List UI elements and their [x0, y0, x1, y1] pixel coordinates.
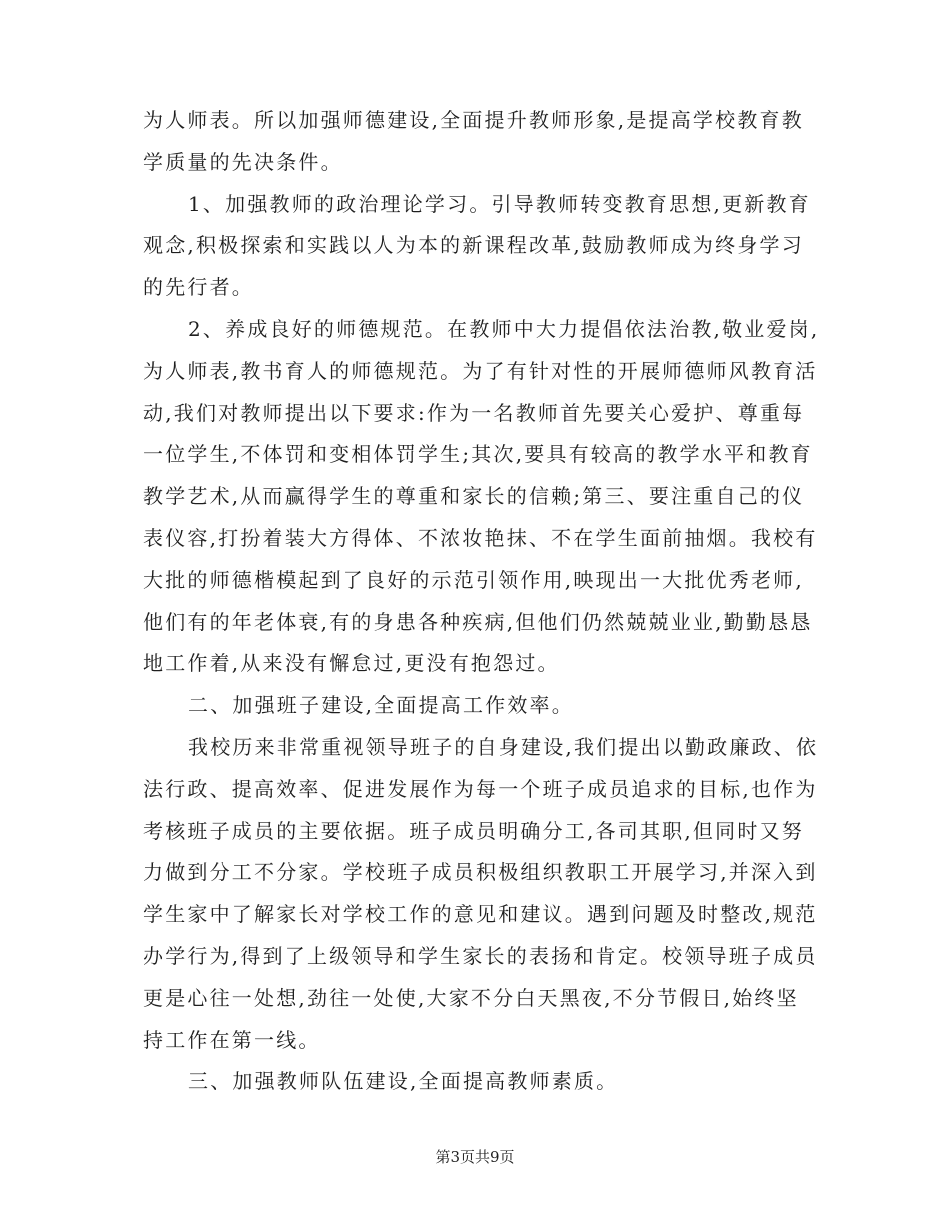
- text-line: 学质量的先决条件。: [143, 149, 343, 174]
- text-line: 持工作在第一线。: [143, 1027, 321, 1052]
- body-text: [143, 100, 820, 1103]
- text-line: 的先行者。: [143, 275, 254, 300]
- text-line: 表仪容,打扮着装大方得体、不浓妆艳抹、不在学生面前抽烟。我校有: [143, 525, 818, 550]
- text-line: 为人师表,教书育人的师德规范。为了有针对性的开展师德师风教育活: [143, 358, 818, 383]
- text-line: 学生家中了解家长对学校工作的意见和建议。遇到问题及时整改,规范: [143, 902, 818, 927]
- text-line: 二、加强班子建设,全面提高工作效率。: [188, 693, 574, 718]
- text-line: 更是心往一处想,劲往一处使,大家不分白天黑夜,不分节假日,始终坚: [143, 985, 799, 1010]
- text-line: 三、加强教师队伍建设,全面提高教师素质。: [188, 1069, 619, 1094]
- text-line: 动,我们对教师提出以下要求:作为一名教师首先要关心爱护、尊重每: [143, 400, 805, 425]
- text-line: 一位学生,不体罚和变相体罚学生;其次,要具有较高的教学水平和教育: [143, 442, 813, 467]
- text-line: 教学艺术,从而赢得学生的尊重和家长的信赖;第三、要注重自己的仪: [143, 484, 805, 509]
- page-footer: 第3页共9页: [435, 1148, 515, 1166]
- text-line: 他们有的年老体衰,有的身患各种疾病,但他们仍然兢兢业业,勤勤恳恳: [143, 609, 813, 634]
- text-line: 1、加强教师的政治理论学习。引导教师转变教育思想,更新教育: [188, 191, 811, 216]
- text-line: 为人师表。所以加强师德建设,全面提升教师形象,是提高学校教育教: [143, 108, 804, 132]
- text-line: 考核班子成员的主要依据。班子成员明确分工,各司其职,但同时又努: [143, 818, 804, 843]
- text-line: 办学行为,得到了上级领导和学生家长的表扬和肯定。校领导班子成员: [143, 943, 818, 968]
- text-line: 大批的师德楷模起到了良好的示范引领作用,映现出一大批优秀老师,: [143, 567, 804, 592]
- text-line: 力做到分工不分家。学校班子成员积极组织教职工开展学习,并深入到: [143, 860, 818, 885]
- text-line: 观念,积极探索和实践以人为本的新课程改革,鼓励教师成为终身学习: [143, 233, 804, 258]
- text-line: 2、养成良好的师德规范。在教师中大力提倡依法治教,敬业爱岗,: [188, 316, 820, 341]
- text-line: 我校历来非常重视领导班子的自身建设,我们提出以勤政廉政、依: [188, 734, 819, 759]
- text-line: 地工作着,从来没有懈怠过,更没有抱怨过。: [143, 651, 560, 676]
- text-line: 法行政、提高效率、促进发展作为每一个班子成员追求的目标,也作为: [143, 776, 818, 801]
